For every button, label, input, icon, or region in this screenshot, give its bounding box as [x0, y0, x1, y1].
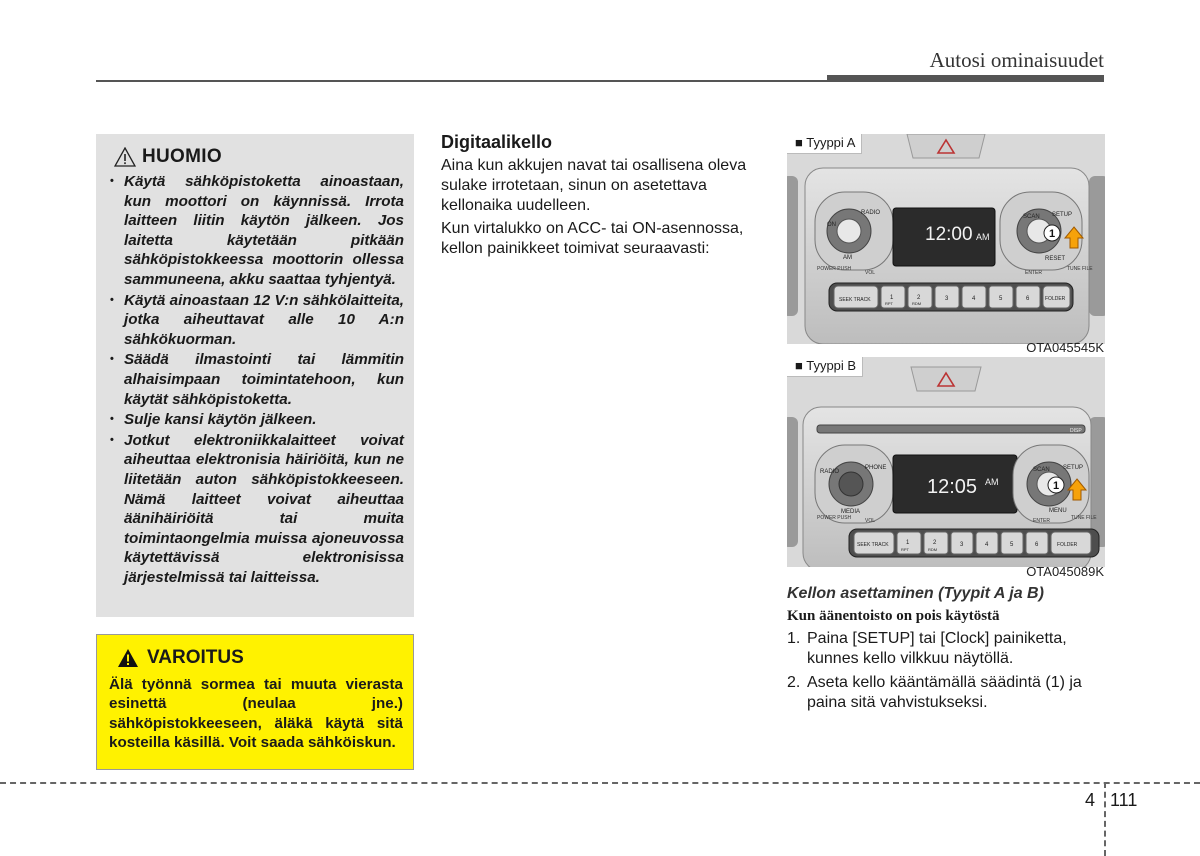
panel-label: POWER PUSH [817, 515, 852, 521]
panel-label: TUNE FILE [1071, 515, 1097, 521]
step-item [787, 673, 1107, 713]
warning-box [96, 634, 414, 770]
preset-label: 4 [972, 296, 976, 302]
radio-illustration-a [787, 134, 1105, 344]
panel-label: ENTER [1025, 270, 1042, 276]
warning-header [117, 647, 403, 669]
digital-clock-section [441, 132, 759, 262]
display-time: 12:05 [927, 476, 978, 498]
warning-title: VAROITUS [147, 647, 244, 668]
chapter-number: 4 [1085, 790, 1096, 810]
preset-label: 1 [890, 295, 894, 301]
step-item [787, 629, 1107, 669]
preset-label: RDM [912, 301, 922, 306]
knob-label: MEDIA [841, 509, 861, 515]
preset-label: 1 [906, 540, 910, 546]
section-paragraph: Aina kun akkujen navat tai osallisena oleva sulake irrotetaan, sinun on asetettava kellonaika uudelleen. [441, 157, 747, 214]
knob-label: SETUP [1052, 212, 1073, 218]
panel-label: ENTER [1033, 518, 1050, 524]
header-accent-bar [827, 75, 1104, 82]
knob-label: SETUP [1063, 465, 1084, 471]
panel-label: POWER PUSH [817, 266, 852, 272]
page-header-title: Autosi ominaisuudet [929, 48, 1104, 72]
section-paragraph: Kun virtalukko on ACC- tai ON-asennossa, kellon painikkeet toimivat seuraavasti: [441, 220, 744, 257]
preset-label: RDM [928, 547, 938, 552]
figure-type-a [787, 134, 1105, 344]
panel-label: DISP [1070, 428, 1082, 434]
preset-label: RPT [901, 547, 909, 552]
caution-item: • Käytä sähköpistoketta ainoastaan, kun moottori on käynnissä. Irrota laitteen liitin käytön jälkeen. Jos laitetta käytetään pitkään sähköpistokkeessa moottorin ollessa sammuneena, akku saattaa tyhjentyä. [110, 172, 404, 290]
step-text: Aseta kello kääntämällä säädintä (1) ja paina sitä vahvistukseksi. [807, 674, 1082, 711]
warning-triangle-icon [117, 648, 139, 668]
knob-label: RADIO [861, 210, 881, 216]
caution-item: • Sulje kansi käytön jälkeen. [110, 410, 404, 430]
subheading: Kun äänentoisto on pois käytöstä [787, 608, 1000, 624]
preset-label: RPT [885, 301, 893, 306]
radio-illustration-b [787, 357, 1105, 567]
panel-label: VOL [865, 518, 876, 524]
caution-item: • Säädä ilmastointi tai lämmitin alhaisimpaan toimintatehoon, kun käytät sähköpistoketta. [110, 350, 404, 409]
preset-label: 5 [1010, 542, 1014, 548]
caution-item: • Käytä ainoastaan 12 V:n sähkölaitteita, jotka aiheuttavat alle 10 A:n sähkökuorman. [110, 291, 404, 350]
preset-label: FOLDER [1057, 542, 1078, 548]
knob-label: SCAN [1023, 214, 1040, 220]
preset-label: 3 [945, 296, 949, 302]
preset-label: 6 [1035, 542, 1039, 548]
knob-label: PHONE [865, 465, 887, 471]
step-text: Paina [SETUP] tai [Clock] painiketta, kunnes kello vilkkuu näytöllä. [807, 630, 1067, 667]
knob-label: AM [843, 255, 852, 261]
preset-label: 3 [960, 542, 964, 548]
knob-label: SCAN [1033, 467, 1050, 473]
knob-label: RADIO [820, 469, 840, 475]
panel-label: VOL [865, 270, 876, 276]
caution-header [114, 146, 404, 168]
preset-label: 2 [933, 540, 937, 546]
section-heading: Digitaalikello [441, 132, 553, 152]
knob-label: ON [827, 222, 836, 228]
panel-label: TUNE FILE [1067, 266, 1093, 272]
step-number: 2. [787, 674, 801, 691]
caution-list [110, 172, 404, 587]
figure-type-b [787, 357, 1105, 567]
display-ampm: AM [985, 477, 999, 487]
caution-item: • Jotkut elektroniikkalaitteet voivat aiheuttaa elektronisia häiriöitä, kun ne liitetään auton sähköpistokkeeseen. Nämä laitteet voivat aiheuttaa äänihäiriöitä tai muita toimintaongelmia muissa ajoneuvossa käytettävissä elektronisissa järjestelmissä tai laitteissa. [110, 431, 404, 588]
preset-label: SEEK TRACK [857, 542, 889, 548]
caution-triangle-icon [114, 147, 136, 167]
footer-rule [0, 782, 1200, 784]
preset-label: FOLDER [1045, 296, 1066, 302]
step-number: 1. [787, 630, 801, 647]
footer-divider [1104, 782, 1106, 856]
callout-number: 1 [1049, 228, 1056, 240]
preset-label: SEEK TRACK [839, 297, 871, 303]
preset-label: 6 [1026, 296, 1030, 302]
knob-label: MENU [1049, 508, 1067, 514]
display-time: 12:00 [925, 224, 973, 245]
page-number: 111 [1110, 790, 1138, 810]
steps-list [787, 629, 1107, 717]
preset-label: 4 [985, 542, 989, 548]
preset-label: 5 [999, 296, 1003, 302]
caution-box [96, 134, 414, 617]
display-ampm: AM [976, 232, 990, 242]
figure-caption: Kellon asettaminen (Tyypit A ja B) [787, 585, 1044, 602]
figure-tag: ■ Tyyppi B [787, 357, 863, 377]
figure-code: OTA045089K [1026, 564, 1104, 579]
callout-number: 1 [1053, 480, 1060, 492]
figure-code: OTA045545K [1026, 340, 1104, 355]
preset-label: 2 [917, 295, 921, 301]
figure-tag: ■ Tyyppi A [787, 134, 862, 154]
knob-label: RESET [1045, 256, 1066, 262]
caution-title: HUOMIO [142, 146, 222, 167]
warning-text: Älä työnnä sormea tai muuta vierasta esinettä (neulaa jne.) sähköpistokkeeseen, äläkä käytä sitä kosteilla käsillä. Voit saada sähköiskun. [109, 676, 403, 752]
